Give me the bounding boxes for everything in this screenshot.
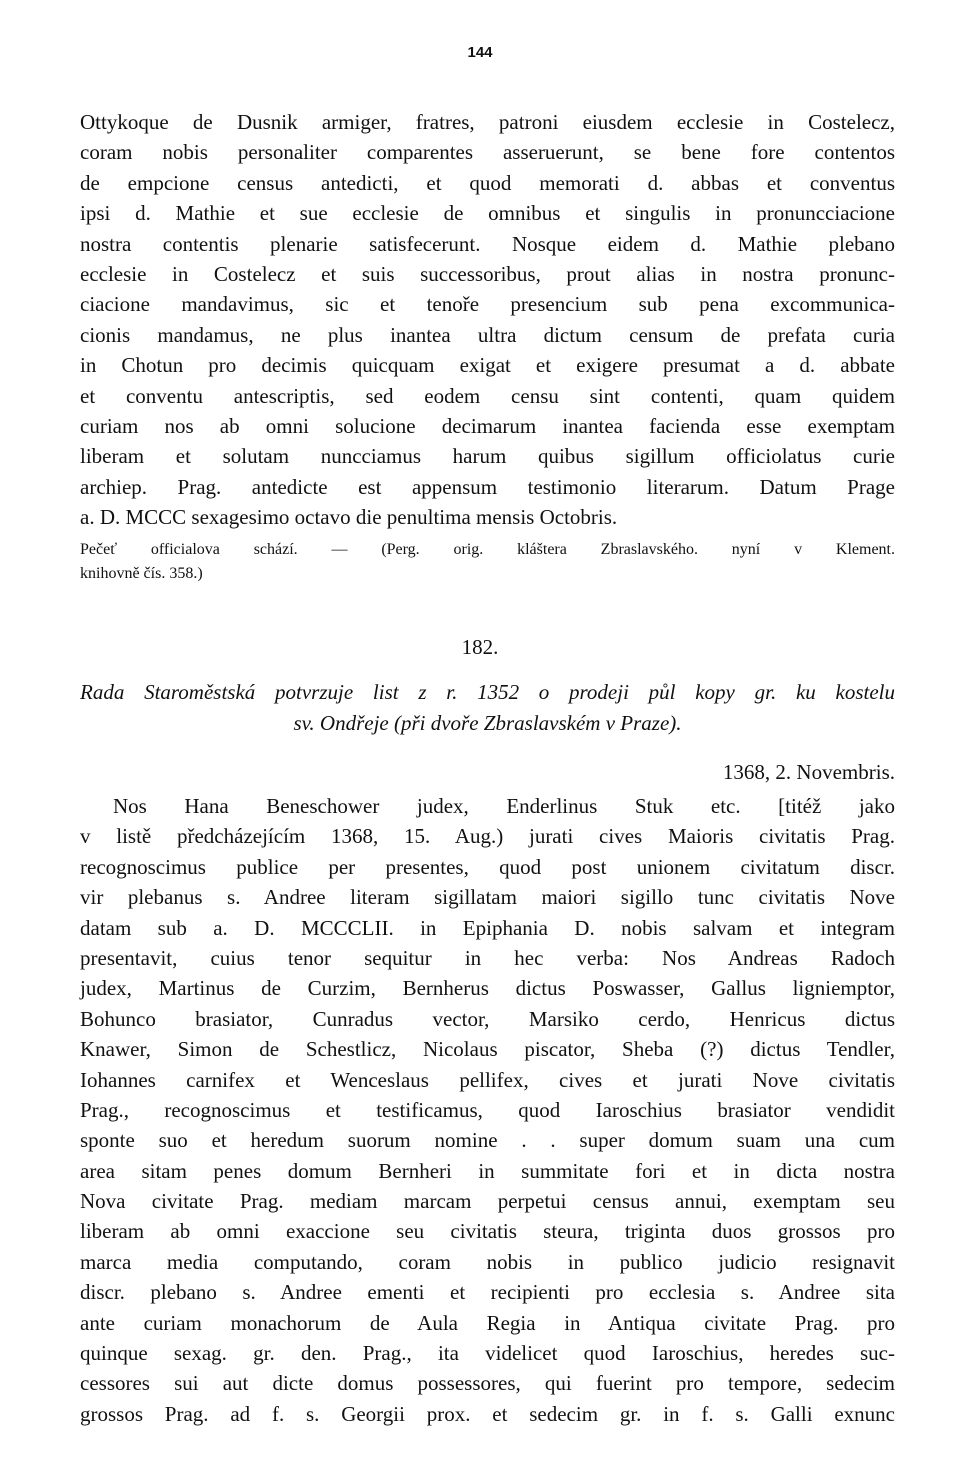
text-line: ipsi d. Mathie et sue ecclesie de omnibus et singulis in pronuncciacione <box>80 201 895 226</box>
text-line: cionis mandamus, ne plus inantea ultra dictum censum de prefata curia <box>80 322 895 347</box>
text-line: curiam nos ab omni solucione decimarum inantea facienda esse exemptam <box>80 413 895 438</box>
text-line: liberam et solutam nuncciamus harum quibus sigillum officiolatus curie <box>80 444 895 469</box>
text-line: a. D. MCCC sexagesimo octavo die penultima mensis Octobris. <box>80 505 618 530</box>
text-line: archiep. Prag. antedicte est appensum testimonio literarum. Datum Prage <box>80 474 895 499</box>
text-line: datam sub a. D. MCCCLII. in Epiphania D. nobis salvam et integram <box>80 915 895 940</box>
text-line: Prag., recognoscimus et testificamus, quod Iaroschius brasiator vendidit <box>80 1097 895 1122</box>
text-line: Bohunco brasiator, Cunradus vector, Marsiko cerdo, Henricus dictus <box>80 1006 895 1031</box>
text-line: coram nobis personaliter comparentes asseruerunt, se bene fore contentos <box>80 140 895 165</box>
document-date: 1368, 2. Novembris. <box>722 760 895 784</box>
text-line: Knawer, Simon de Schestlicz, Nicolaus piscator, Sheba (?) dictus Tendler, <box>80 1037 895 1062</box>
text-line: in Chotun pro decimis quicquam exigat et exigere presumat a d. abbate <box>80 353 895 378</box>
text-line: Iohannes carnifex et Wenceslaus pellifex, cives et jurati Nove civitatis <box>80 1067 895 1092</box>
text-line: marca media computando, coram nobis in publico judicio resignavit <box>80 1249 895 1274</box>
text-line: Nos Hana Beneschower judex, Enderlinus Stuk etc. [titéž jako <box>113 794 895 818</box>
text-line: ante curiam monachorum de Aula Regia in Antiqua civitate Prag. pro <box>80 1310 895 1335</box>
text-line: v listě předcházejícím 1368, 15. Aug.) jurati cives Maioris civitatis Prag. <box>80 824 895 849</box>
regest-line: sv. Ondřeje (při dvoře Zbraslavském v Praze). <box>293 711 682 735</box>
text-line: nostra contentis plenarie satisfecerunt. Nosque eidem d. Mathie plebano <box>80 231 895 256</box>
document-number: 182. <box>461 635 499 659</box>
continuation-text <box>80 107 895 532</box>
text-line: ecclesie in Costelecz et suis successoribus, prout alias in nostra pronunc- <box>80 261 895 286</box>
text-line: judex, Martinus de Curzim, Bernherus dictus Poswasser, Gallus ligniemptor, <box>80 976 895 1001</box>
note-line: Pečeť officialova schází. — (Perg. orig. kláštera Zbraslavského. nyní v Klement. <box>80 541 895 558</box>
document-text <box>80 791 895 1429</box>
text-line: Ottykoque de Dusnik armiger, fratres, patroni eiusdem ecclesie in Costelecz, <box>80 110 895 134</box>
text-line: cessores sui aut dicte domus possessores, qui fuerint pro tempore, sedecim <box>80 1371 895 1396</box>
text-line: quinque sexag. gr. den. Prag., ita videlicet quod Iaroschius, heredes suc- <box>80 1341 895 1366</box>
page-number: 144 <box>467 44 493 61</box>
text-line: liberam ab omni exaccione seu civitatis steura, triginta duos grossos pro <box>80 1219 895 1244</box>
text-line: ciacione mandavimus, sic et tenoře presencium sub pena excommunica- <box>80 292 895 317</box>
text-line: recognoscimus publice per presentes, quod post unionem civitatum discr. <box>80 854 895 879</box>
text-line: area sitam penes domum Bernheri in summitate fori et in dicta nostra <box>80 1158 895 1183</box>
text-line: de empcione census antedicti, et quod memorati d. abbas et conventus <box>80 170 895 195</box>
text-line: discr. plebano s. Andree ementi et recipienti pro ecclesia s. Andree sita <box>80 1280 895 1305</box>
text-line: Nova civitate Prag. mediam marcam perpetui census annui, exemptam seu <box>80 1189 895 1214</box>
text-line: vir plebanus s. Andree literam sigillatam maiori sigillo tunc civitatis Nove <box>80 885 895 910</box>
archival-note <box>80 538 895 586</box>
text-line: sponte suo et heredum suorum nomine . . super domum suam una cum <box>80 1128 895 1153</box>
note-line: knihovně čís. 358.) <box>80 565 203 582</box>
text-line: et conventu antescriptis, sed eodem censu sint contenti, quam quidem <box>80 383 895 408</box>
text-line: grossos Prag. ad f. s. Georgii prox. et sedecim gr. in f. s. Galli exnunc <box>80 1401 895 1426</box>
regest-line: Rada Staroměstská potvrzuje list z r. 1352 o prodeji půl kopy gr. ku kostelu <box>80 680 895 704</box>
text-line: presentavit, cuius tenor sequitur in hec verba: Nos Andreas Radoch <box>80 945 895 970</box>
